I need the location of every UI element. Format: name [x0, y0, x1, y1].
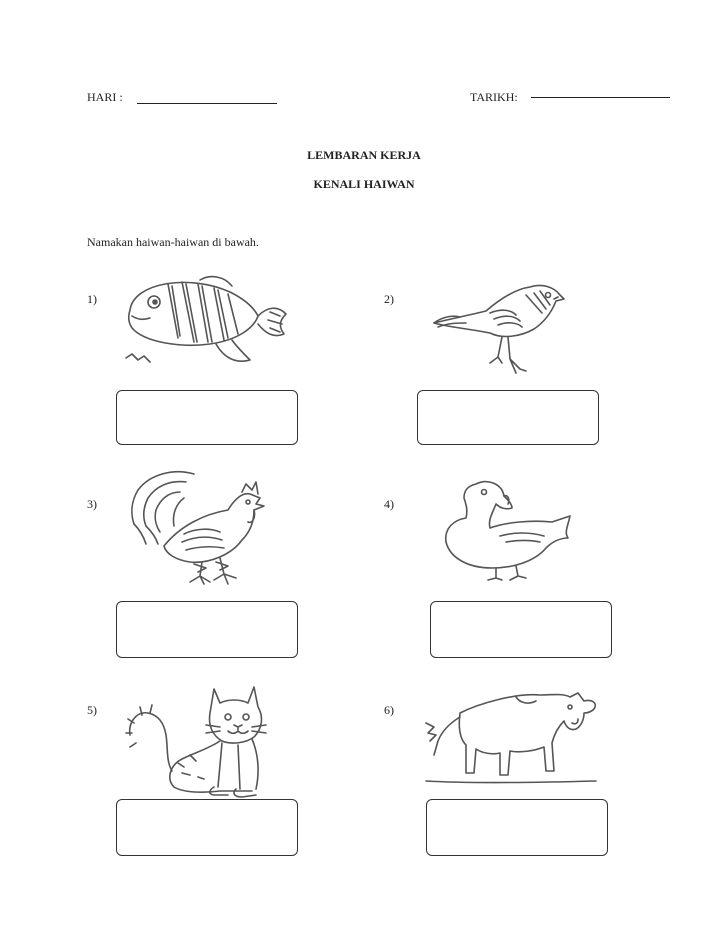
- answer-box-5[interactable]: [116, 799, 298, 856]
- item-number-6: 6): [384, 703, 394, 717]
- item-number-4: 4): [384, 497, 394, 511]
- rooster-illustration: [124, 468, 274, 592]
- day-label: HARI :: [87, 90, 123, 104]
- worksheet-title: LEMBARAN KERJA: [307, 148, 421, 162]
- cat-illustration: [124, 683, 274, 801]
- answer-box-2[interactable]: [417, 390, 599, 445]
- date-answer-line[interactable]: [531, 97, 670, 98]
- item-number-3: 3): [87, 497, 97, 511]
- answer-box-1[interactable]: [116, 390, 298, 445]
- worksheet-subtitle: KENALI HAIWAN: [313, 177, 415, 191]
- date-label: TARIKH:: [470, 90, 518, 104]
- item-number-2: 2): [384, 292, 394, 306]
- answer-box-4[interactable]: [430, 601, 612, 658]
- duck-illustration: [436, 476, 576, 584]
- item-number-1: 1): [87, 292, 97, 306]
- instruction-text: Namakan haiwan-haiwan di bawah.: [87, 235, 259, 249]
- day-answer-line[interactable]: [137, 103, 277, 104]
- item-number-5: 5): [87, 703, 97, 717]
- answer-box-6[interactable]: [426, 799, 608, 856]
- fish-illustration: [120, 272, 292, 372]
- cow-illustration: [420, 683, 600, 788]
- bird-illustration: [430, 277, 570, 377]
- answer-box-3[interactable]: [116, 601, 298, 658]
